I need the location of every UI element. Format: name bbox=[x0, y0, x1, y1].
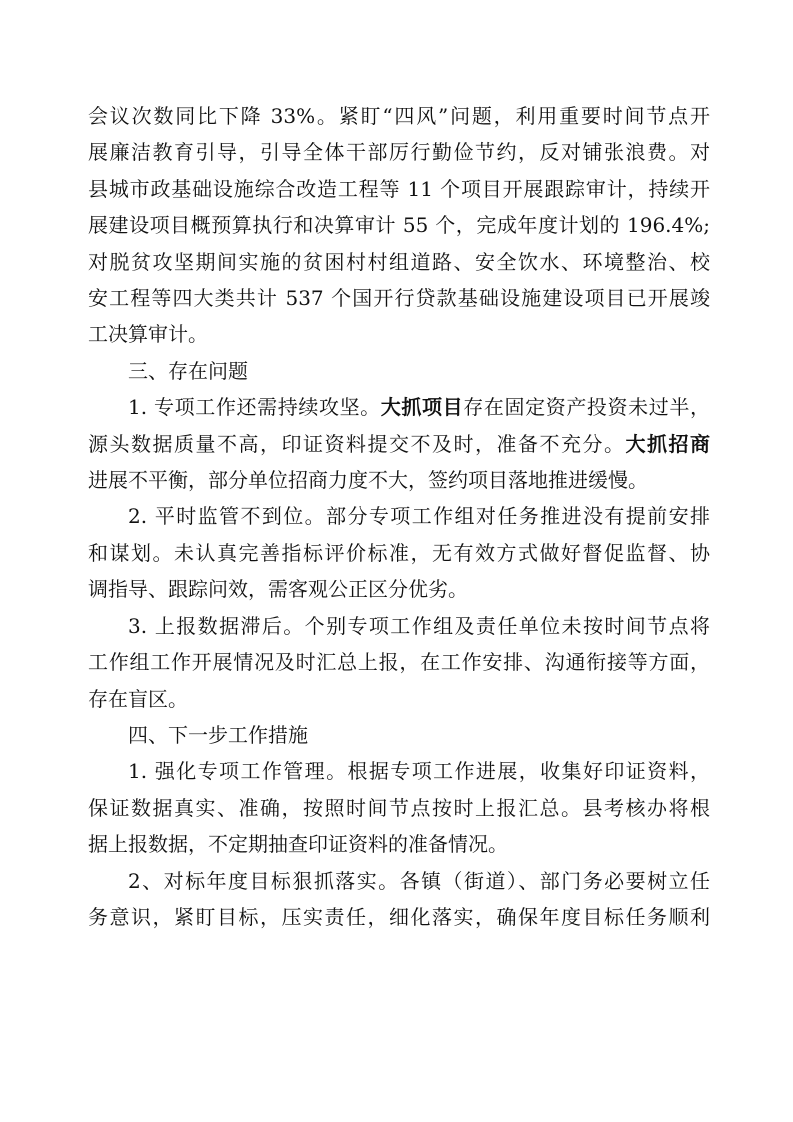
text-line: 3. 上报数据滞后。个别专项工作组及责任单位未按时间节点将 bbox=[128, 613, 710, 638]
section-heading-problems bbox=[88, 353, 710, 389]
text-line: 和谋划。未认真完善指标评价标准，无有效方式做好督促监督、协 bbox=[88, 540, 710, 565]
paragraph-measure-1 bbox=[88, 753, 710, 862]
paragraph-problem-2 bbox=[88, 498, 710, 607]
bold-keyword: 大抓招商 bbox=[625, 431, 710, 456]
text-line: 工决算审计。 bbox=[88, 322, 208, 347]
section-heading-next-steps bbox=[88, 717, 710, 753]
text-line: 县城市政基础设施综合改造工程等 11 个项目开展跟踪审计，持续开 bbox=[88, 176, 710, 201]
text-line: 存在盲区。 bbox=[88, 686, 188, 711]
text-line: 1. 强化专项工作管理。根据专项工作进展，收集好印证资料， bbox=[128, 759, 710, 784]
text-line: 2、对标年度目标狠抓落实。各镇（街道）、部门务必要树立任 bbox=[128, 868, 710, 893]
text-line bbox=[88, 389, 710, 425]
text-line: 务意识，紧盯目标，压实责任，细化落实，确保年度目标任务顺利 bbox=[88, 904, 710, 929]
paragraph-problem-1 bbox=[88, 389, 710, 498]
text-line: 安工程等四大类共计 537 个国开行贷款基础设施建设项目已开展竣 bbox=[88, 286, 710, 311]
text-line: 对脱贫攻坚期间实施的贫困村村组道路、安全饮水、环境整治、校 bbox=[88, 249, 710, 274]
paragraph-audit-summary bbox=[88, 98, 710, 353]
text-line: 2. 平时监管不到位。部分专项工作组对任务推进没有提前安排 bbox=[128, 504, 710, 529]
text-run: 源头数据质量不高，印证资料提交不及时，准备不充分。 bbox=[88, 431, 626, 456]
paragraph-problem-3 bbox=[88, 608, 710, 717]
document-page bbox=[88, 98, 710, 935]
text-line: 调指导、跟踪问效，需客观公正区分优劣。 bbox=[88, 577, 468, 602]
text-line: 保证数据真实、准确，按照时间节点按时上报汇总。县考核办将根 bbox=[88, 795, 710, 820]
text-line: 会议次数同比下降 33%。紧盯“四风”问题，利用重要时间节点开 bbox=[88, 104, 710, 128]
bold-keyword: 大抓项目 bbox=[380, 395, 464, 420]
text-line: 展廉洁教育引导，引导全体干部厉行勤俭节约，反对铺张浪费。对 bbox=[88, 140, 710, 165]
text-line: 进展不平衡，部分单位招商力度不大，签约项目落地推进缓慢。 bbox=[88, 468, 648, 493]
text-run: 存在固定资产投资未过半， bbox=[463, 395, 710, 420]
text-line: 据上报数据，不定期抽查印证资料的准备情况。 bbox=[88, 832, 508, 857]
text-line: 工作组工作开展情况及时汇总上报，在工作安排、沟通衔接等方面， bbox=[88, 650, 710, 675]
paragraph-measure-2 bbox=[88, 863, 710, 936]
item-lead: 1. 专项工作还需持续攻坚。 bbox=[128, 395, 381, 420]
heading-text: 三、存在问题 bbox=[128, 358, 248, 383]
text-line bbox=[88, 426, 710, 462]
text-line: 展建设项目概预算执行和决算审计 55 个，完成年度计划的 196.4%; bbox=[88, 213, 710, 238]
heading-text: 四、下一步工作措施 bbox=[128, 722, 308, 747]
